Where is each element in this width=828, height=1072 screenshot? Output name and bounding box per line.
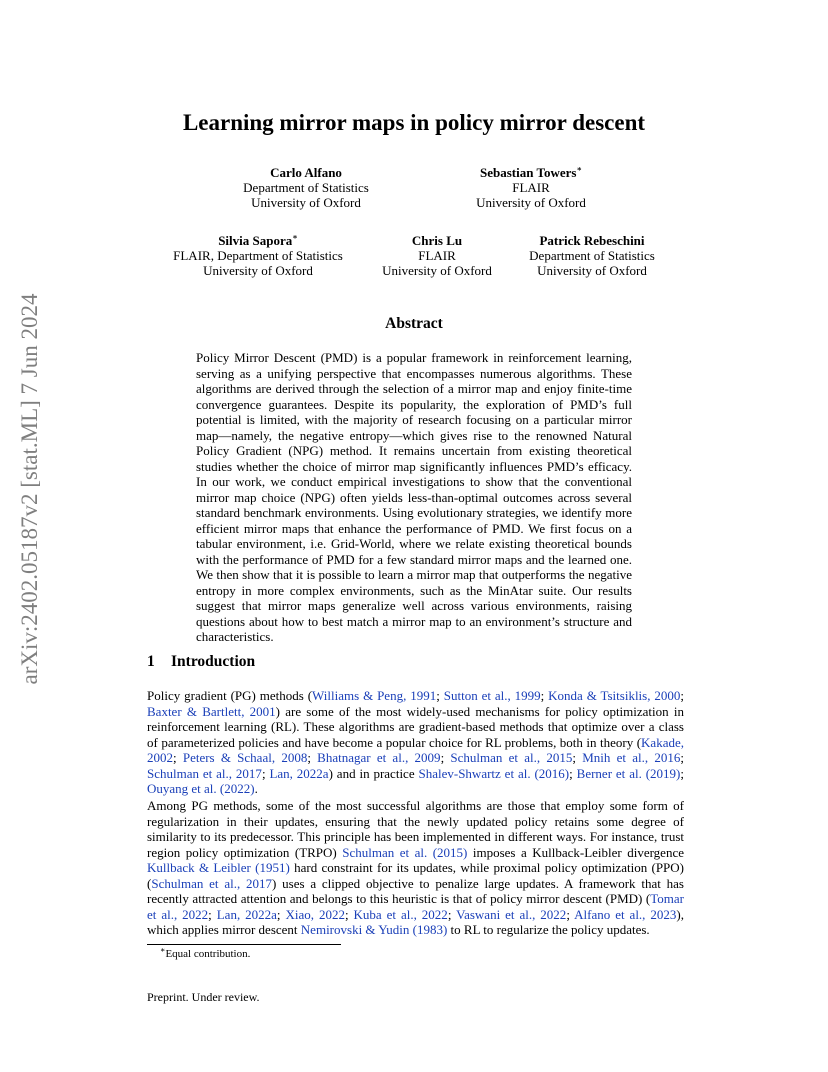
citation-link[interactable]: Lan, 2022a — [216, 906, 277, 922]
citation-link[interactable]: Kakade, 2002 — [147, 734, 684, 765]
paper-title: Learning mirror maps in policy mirror descent — [182, 110, 646, 135]
abstract-heading: Abstract — [385, 315, 443, 332]
citation-link[interactable]: Mnih et al., 2016 — [582, 750, 681, 765]
equal-contribution-mark: ∗ — [292, 232, 298, 242]
author-name: Sebastian Towers — [480, 165, 577, 180]
intro-paragraph-1: Policy gradient (PG) methods (Williams & Peng, 1991; Sutton et al., 1999; Konda & Tsitsiklis, 2000; Baxter & Bartlett, 2001) are some of the most widely-used mechanisms for policy optimization in reinforcement learning (RL). These algorithms are gradient-based methods that optimize over a class of parameterized policies and have become a popular choice for RL problems, both in theory (Kakade, 2002; Peters & Schaal, 2008; Bhatnagar et al., 2009; Schulman et al., 2015; Mnih et al., 2016; Schulman et al., 2017; Lan, 2022a) and in practice Shalev-Shwartz et al. (2016); Berner et al. (2019); Ouyang et al. (2022). — [147, 688, 684, 796]
citation-link[interactable]: Lan, 2022a — [269, 765, 329, 781]
preprint-note: Preprint. Under review. — [147, 990, 260, 1004]
citation-link[interactable]: Sutton et al., 1999 — [443, 688, 541, 703]
citation-link[interactable]: Berner et al. (2019) — [576, 765, 681, 781]
citation-link[interactable]: Baxter & Bartlett, 2001 — [147, 703, 276, 719]
intro-paragraph-2: Among PG methods, some of the most successful algorithms are those that employ some form of regularization in their updates, ensuring that the newly updated policy retains some degree of similarity to its predecessor. This principle has been implemented in different ways. For instance, trust region policy optimization (TRPO) Schulman et al. (2015) imposes a Kullback-Leibler divergence Kullback & Leibler (1951) hard constraint for its updates, while proximal policy optimization (PPO) (Schulman et al., 2017) uses a clipped objective to penalize large updates. A framework that has recently attracted attention and belongs to this heuristic is that of policy mirror descent (PMD) (Tomar et al., 2022; Lan, 2022a; Xiao, 2022; Kuba et al., 2022; Vaswani et al., 2022; Alfano et al., 2023), which applies mirror descent Nemirovski & Yudin (1983) to RL to regularize the policy updates. — [147, 798, 684, 937]
section-heading — [147, 652, 547, 672]
footnote-divider — [147, 944, 341, 945]
section-title: Introduction — [171, 653, 256, 670]
author-name: Silvia Sapora — [218, 233, 293, 248]
arxiv-identifier-stamp: arXiv:2402.05187v2 [stat.ML] 7 Jun 2024 — [17, 293, 42, 685]
abstract-text: Policy Mirror Descent (PMD) is a popular framework in reinforcement learning, serving as a unifying perspective that encompasses numerous algorithms. These algorithms are derived through the selection of a mirror map and enjoy finite-time convergence guarantees. Despite its popularity, the exploration of PMD’s full potential is limited, with the majority of research focusing on a particular mirror map—namely, the negative entropy—which gives rise to the renowned Natural Policy Gradient (NPG) method. It remains uncertain from existing theoretical studies whether the choice of mirror map significantly influences PMD’s efficacy. In our work, we conduct empirical investigations to show that the conventional mirror map choice (NPG) often yields less-than-optimal outcomes across several standard benchmark environments. Using evolutionary strategies, we identify more efficient mirror maps that enhance the performance of PMD. We first focus on a tabular environment, i.e. Grid-World, where we relate existing theoretical bounds with the performance of PMD for a few standard mirror maps and the learned one. We then show that it is possible to learn a mirror map that outperforms the negative entropy in more complex environments, such as the MinAtar suite. Our results suggest that mirror maps generalize well across various environments, raising questions about how to best match a mirror map to an environment’s structure and characteristics. — [196, 350, 632, 644]
footnote — [160, 947, 250, 961]
author-name: Chris Lu — [411, 233, 463, 248]
citation-link[interactable]: Kullback & Leibler (1951) — [147, 860, 290, 875]
citation-link[interactable]: Williams & Peng, 1991 — [312, 688, 437, 703]
citation-link[interactable]: Shalev-Shwartz et al. (2016) — [418, 765, 570, 781]
author-affiliation: Department of Statistics — [243, 180, 369, 195]
author-name: Patrick Rebeschini — [539, 233, 645, 248]
citation-link[interactable]: Schulman et al., 2017 — [147, 765, 262, 781]
author-affiliation: FLAIR — [512, 180, 550, 195]
footnote-mark: ∗ — [160, 945, 166, 955]
citation-link[interactable]: Bhatnagar et al., 2009 — [317, 750, 441, 765]
citation-link[interactable]: Konda & Tsitsiklis, 2000 — [548, 688, 681, 703]
author-university: University of Oxford — [251, 195, 361, 210]
equal-contribution-mark: ∗ — [576, 164, 582, 174]
author-block — [196, 165, 416, 210]
citation-link[interactable]: Nemirovski & Yudin (1983) — [300, 922, 448, 937]
author-block — [421, 165, 641, 210]
author-university: University of Oxford — [382, 263, 492, 278]
citation-link[interactable]: Peters & Schaal, 2008 — [182, 750, 308, 765]
author-name: Carlo Alfano — [270, 165, 342, 180]
citation-link[interactable]: Ouyang et al. (2022) — [147, 781, 255, 796]
citation-link[interactable]: Schulman et al., 2015 — [450, 750, 573, 765]
author-university: University of Oxford — [537, 263, 647, 278]
author-block — [482, 233, 702, 278]
citation-link[interactable]: Kuba et al., 2022 — [353, 906, 448, 922]
footnote-text: Equal contribution. — [165, 948, 251, 960]
citation-link[interactable]: Tomar et al., 2022 — [147, 891, 684, 922]
author-affiliation: FLAIR, Department of Statistics — [173, 248, 343, 263]
author-affiliation: FLAIR — [418, 248, 456, 263]
author-affiliation: Department of Statistics — [529, 248, 655, 263]
citation-link[interactable]: Vaswani et al., 2022 — [456, 906, 567, 922]
author-university: University of Oxford — [476, 195, 586, 210]
section-number: 1 — [147, 653, 155, 670]
citation-link[interactable]: Schulman et al. (2015) — [342, 844, 468, 860]
citation-link[interactable]: Schulman et al., 2017 — [151, 875, 273, 891]
citation-link[interactable]: Xiao, 2022 — [285, 906, 345, 922]
citation-link[interactable]: Alfano et al., 2023 — [574, 906, 677, 922]
author-university: University of Oxford — [203, 263, 313, 278]
